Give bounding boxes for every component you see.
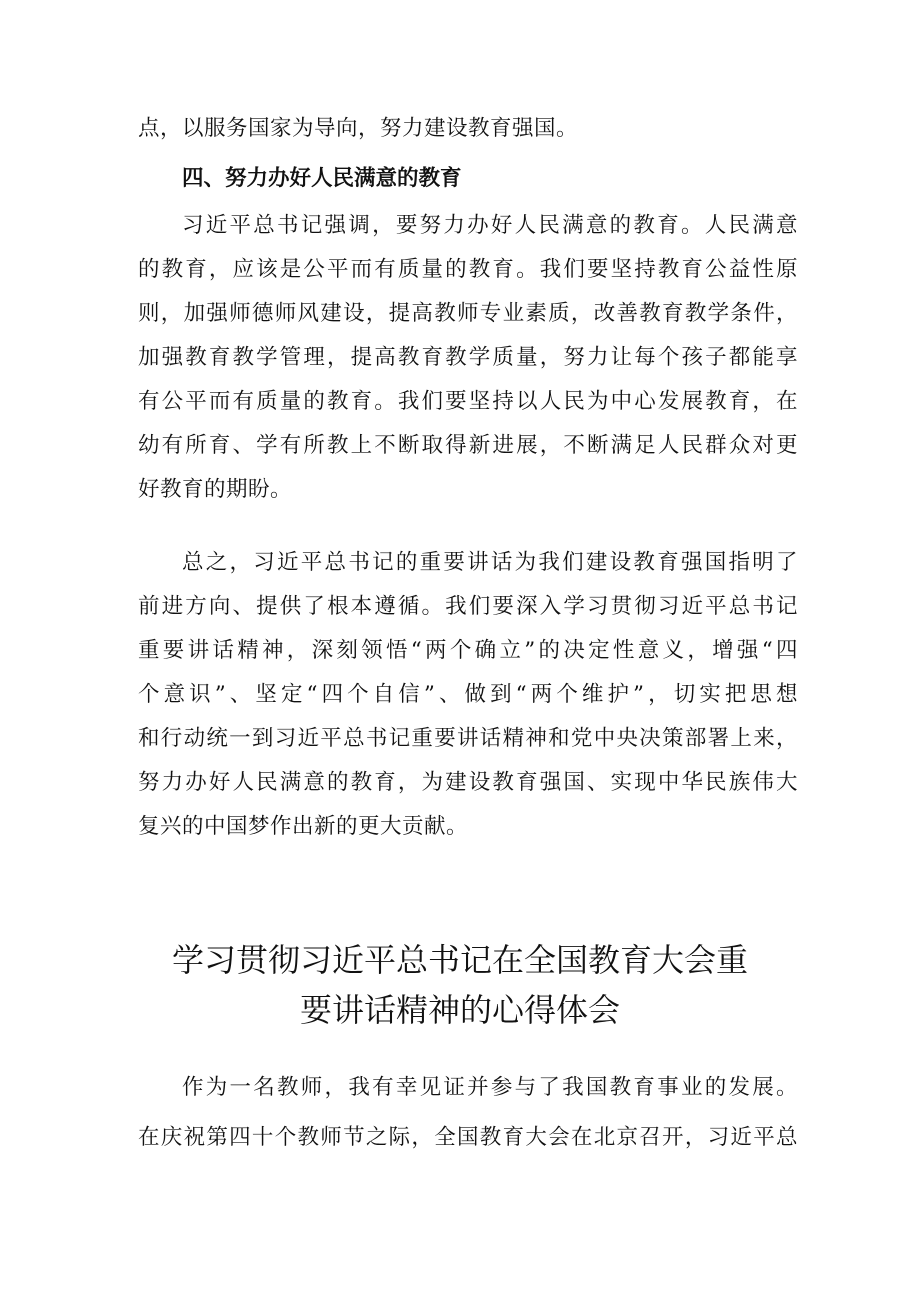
paragraph-line: 的教育，应该是公平而有质量的教育。我们要坚持教育公益性原 xyxy=(138,257,798,282)
paragraph-line: 前进方向、提供了根本遵循。我们要深入学习贯彻习近平总书记 xyxy=(138,594,798,619)
paragraph-line: 个意识”、坚定“四个自信”、做到“两个维护”，切实把思想 xyxy=(138,682,798,707)
article-title-line-2: 要讲话精神的心得体会 xyxy=(299,991,620,1029)
paragraph-line: 作为一名教师，我有幸见证并参与了我国教育事业的发展。 xyxy=(182,1075,798,1100)
paragraph-line: 幼有所育、学有所教上不断取得新进展，不断满足人民群众对更 xyxy=(138,433,798,458)
paragraph-line: 总之，习近平总书记的重要讲话为我们建设教育强国指明了 xyxy=(182,550,798,575)
paragraph-line: 习近平总书记强调，要努力办好人民满意的教育。人民满意 xyxy=(182,213,798,238)
section-heading: 四、努力办好人民满意的教育 xyxy=(182,166,462,191)
paragraph-line: 在庆祝第四十个教师节之际，全国教育大会在北京召开，习近平总 xyxy=(138,1125,798,1150)
paragraph-line: 点，以服务国家为导向，努力建设教育强国。 xyxy=(138,116,579,141)
paragraph-line: 则，加强师德师风建设，提高教师专业素质，改善教育教学条件， xyxy=(138,301,798,326)
paragraph-line: 加强教育教学管理，提高教育教学质量，努力让每个孩子都能享 xyxy=(138,345,798,370)
article-title-line-1: 学习贯彻习近平总书记在全国教育大会重 xyxy=(171,941,748,979)
paragraph-line: 重要讲话精神，深刻领悟“两个确立”的决定性意义，增强“四 xyxy=(138,638,798,663)
paragraph-line: 有公平而有质量的教育。我们要坚持以人民为中心发展教育，在 xyxy=(138,389,798,414)
paragraph-line: 和行动统一到习近平总书记重要讲话精神和党中央决策部署上来， xyxy=(138,726,798,751)
paragraph-line: 好教育的期盼。 xyxy=(138,477,293,502)
paragraph-line: 努力办好人民满意的教育，为建设教育强国、实现中华民族伟大 xyxy=(138,770,798,795)
paragraph-line: 复兴的中国梦作出新的更大贡献。 xyxy=(138,814,469,839)
